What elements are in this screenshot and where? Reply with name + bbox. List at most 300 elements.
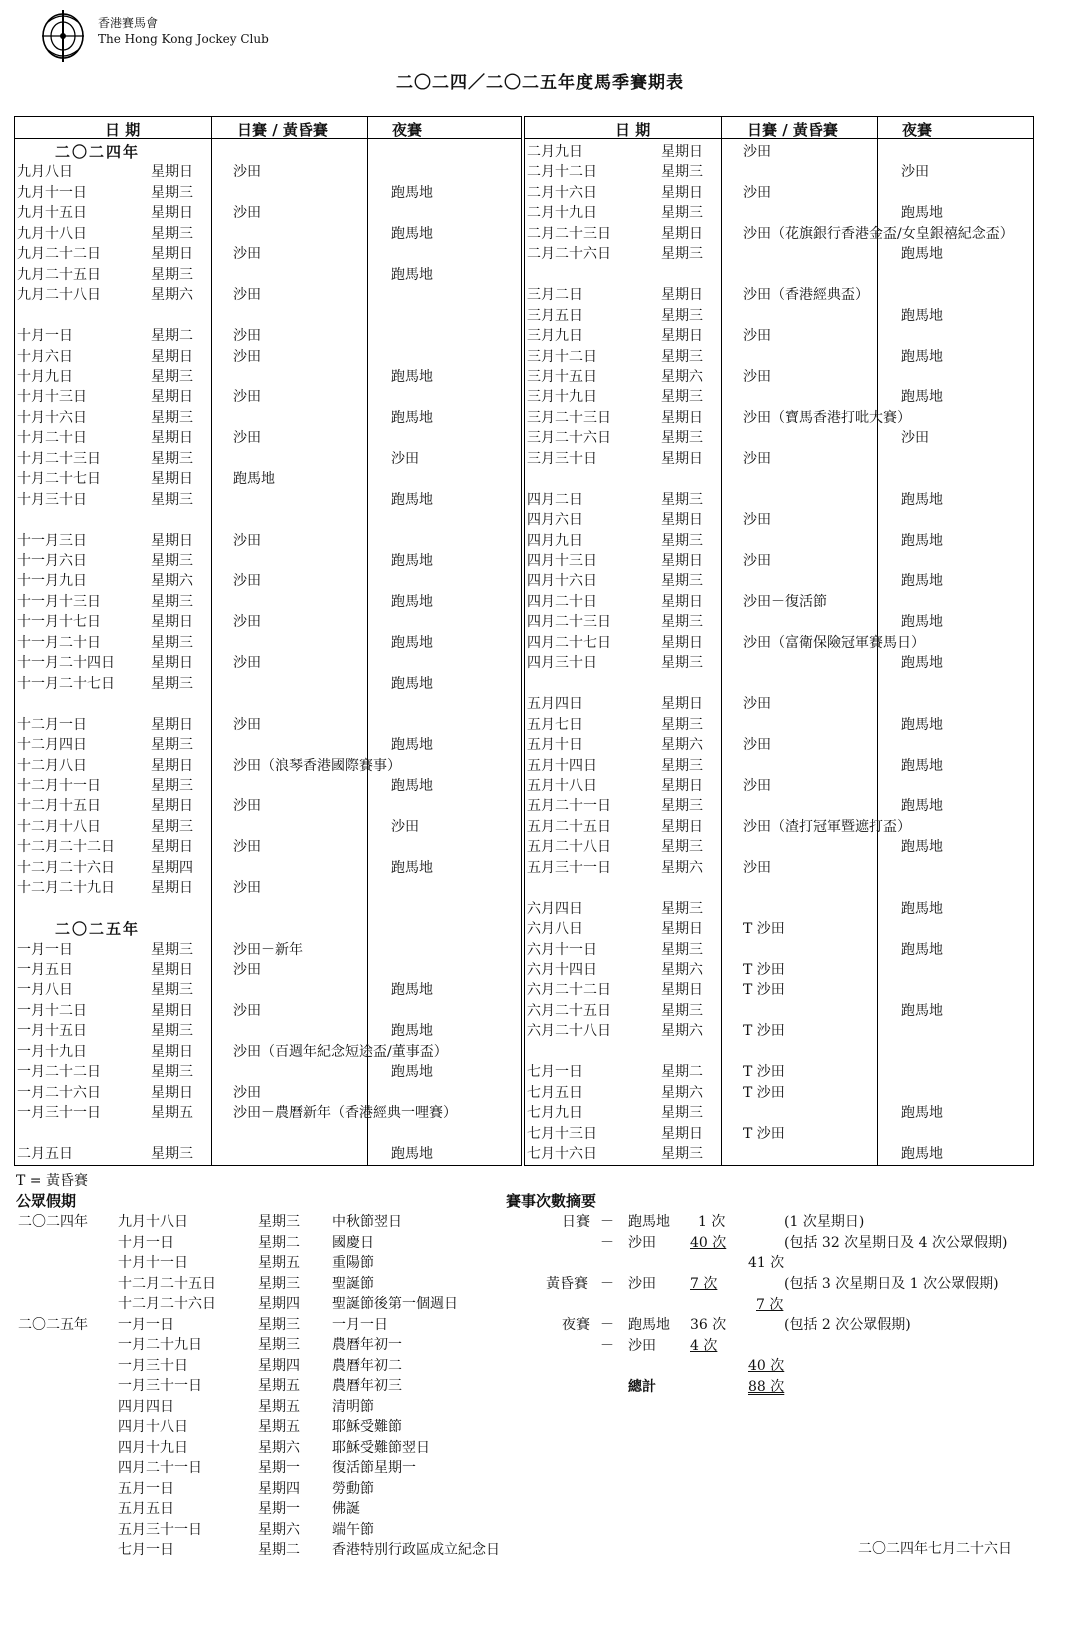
day-meeting: 沙田 — [233, 532, 261, 549]
weekday: 星期二 — [151, 328, 193, 345]
race-date: 一月二十二日 — [17, 1064, 101, 1081]
weekday: 星期日 — [661, 225, 703, 242]
schedule-row — [15, 180, 521, 201]
race-date: 五月二十八日 — [527, 839, 611, 856]
weekday: 星期日 — [151, 1084, 193, 1101]
race-date: 十二月八日 — [17, 757, 87, 774]
schedule-row — [525, 303, 1033, 324]
night-meeting: 跑馬地 — [901, 900, 943, 917]
night-meeting: 跑馬地 — [391, 982, 433, 999]
weekday: 星期三 — [151, 266, 193, 283]
summary-title: 賽事次數摘要 — [506, 1192, 597, 1210]
weekday: 星期三 — [151, 553, 193, 569]
night-meeting: 跑馬地 — [901, 655, 943, 672]
holiday-row — [0, 1293, 520, 1314]
summary-day-hv-note: (1 次星期日) — [784, 1214, 865, 1230]
weekday: 星期三 — [661, 716, 703, 733]
holiday-name: 清明節 — [332, 1398, 374, 1415]
weekday: 星期三 — [151, 777, 193, 794]
night-meeting: 跑馬地 — [901, 798, 943, 815]
summary-day-total: 41 次 — [748, 1255, 785, 1271]
race-date: 四月六日 — [527, 512, 583, 529]
night-meeting: 跑馬地 — [901, 348, 943, 365]
race-date: 一月三十一日 — [17, 1105, 101, 1122]
holiday-name: 端午節 — [332, 1521, 374, 1538]
weekday: 星期三 — [151, 634, 193, 651]
schedule-row — [15, 159, 521, 180]
holiday-date: 十月十一日 — [118, 1255, 188, 1271]
weekday: 星期日 — [151, 532, 193, 549]
schedule-row — [15, 262, 521, 283]
schedule-row — [525, 425, 1033, 446]
holiday-date: 四月十九日 — [118, 1439, 188, 1456]
weekday: 星期日 — [661, 593, 703, 610]
weekday: 星期六 — [661, 859, 703, 876]
race-date: 六月八日 — [527, 921, 583, 938]
summary-day-st-count: 40 次 — [690, 1235, 727, 1251]
day-meeting: 沙田 — [233, 389, 261, 406]
weekday: 星期三 — [661, 348, 703, 365]
day-meeting: T 沙田 — [743, 1023, 785, 1040]
weekday: 星期日 — [661, 450, 703, 467]
race-date: 七月五日 — [527, 1084, 583, 1101]
weekday: 星期三 — [151, 675, 193, 692]
race-date: 十一月二十四日 — [17, 655, 115, 672]
day-meeting: T 沙田 — [743, 1064, 785, 1081]
race-date: 二月二十三日 — [527, 225, 611, 242]
day-meeting: 沙田－新年 — [233, 941, 303, 958]
schedule-row — [525, 180, 1033, 201]
holiday-date: 十二月二十五日 — [118, 1275, 216, 1292]
weekday: 星期三 — [661, 389, 703, 406]
night-meeting: 沙田 — [901, 164, 929, 181]
schedule-row — [15, 977, 521, 998]
schedule-row — [525, 753, 1033, 774]
schedule-row — [15, 834, 521, 855]
race-date: 十月六日 — [17, 348, 73, 365]
summary-night-hv: 跑馬地 — [628, 1317, 670, 1333]
holiday-date: 一月三十一日 — [118, 1378, 202, 1394]
weekday: 星期日 — [151, 471, 193, 488]
summary-night-hv-count: 36 次 — [690, 1317, 727, 1333]
summary-night-label: 夜賽 — [562, 1317, 590, 1333]
schedule-row — [525, 732, 1033, 753]
weekday: 星期三 — [151, 450, 193, 467]
day-meeting: 沙田 — [233, 287, 261, 304]
day-meeting: 沙田 — [233, 573, 261, 590]
night-meeting: 跑馬地 — [901, 1146, 943, 1163]
schedule-row — [15, 446, 521, 467]
race-date: 二月二十六日 — [527, 246, 611, 263]
weekday: 星期日 — [151, 757, 193, 774]
schedule-row — [15, 364, 521, 385]
schedule-row — [525, 139, 1033, 160]
org-name-zh: 香港賽馬會 — [98, 16, 159, 30]
schedule-row — [525, 323, 1033, 344]
weekday: 星期日 — [661, 777, 703, 794]
schedule-row — [15, 487, 521, 508]
race-date: 十月十三日 — [17, 389, 87, 406]
summary-day-st-note: (包括 32 次星期日及 4 次公眾假期) — [784, 1235, 1008, 1251]
race-date: 十一月二十七日 — [17, 675, 115, 692]
day-meeting: 沙田 — [233, 1002, 261, 1019]
race-date: 十月三十日 — [17, 491, 87, 508]
weekday: 星期六 — [661, 737, 703, 754]
holiday-name: 復活節星期一 — [332, 1460, 416, 1476]
weekday: 星期三 — [661, 900, 703, 917]
holiday-weekday: 星期六 — [258, 1521, 300, 1538]
schedule-row — [525, 589, 1033, 610]
year-heading: 二〇二四年 — [55, 143, 141, 161]
race-date: 六月二十八日 — [527, 1023, 611, 1040]
race-date: 一月八日 — [17, 982, 73, 999]
schedule-row — [15, 568, 521, 589]
weekday: 星期三 — [151, 1064, 193, 1081]
day-meeting: 沙田 — [233, 880, 261, 897]
weekday: 星期六 — [151, 287, 193, 304]
holiday-weekday: 星期三 — [258, 1275, 300, 1292]
summary-grand-label: 總計 — [628, 1379, 656, 1395]
night-meeting: 跑馬地 — [391, 593, 433, 610]
night-meeting: 跑馬地 — [901, 573, 943, 590]
holiday-year: 二〇二五年 — [18, 1316, 88, 1333]
race-date: 三月二日 — [527, 287, 583, 304]
holiday-name: 農曆年初三 — [332, 1378, 402, 1394]
schedule-row — [525, 159, 1033, 180]
weekday: 星期日 — [151, 164, 193, 181]
race-date: 十一月二十日 — [17, 634, 101, 651]
night-meeting: 沙田 — [391, 818, 419, 835]
day-meeting: 沙田 — [743, 512, 771, 529]
race-date: 九月二十二日 — [17, 246, 101, 263]
schedule-row — [525, 548, 1033, 569]
day-meeting: 沙田－復活節 — [743, 593, 827, 610]
schedule-row — [525, 568, 1033, 589]
race-date: 十月二十七日 — [17, 471, 101, 488]
schedule-row — [15, 957, 521, 978]
day-meeting: T 沙田 — [743, 1125, 785, 1142]
race-date: 四月二十日 — [527, 593, 597, 610]
schedule-row — [15, 753, 521, 774]
weekday: 星期三 — [151, 1023, 193, 1040]
schedule-row — [15, 548, 521, 569]
holiday-row — [0, 1334, 520, 1355]
schedule-row — [525, 405, 1033, 426]
night-meeting: 跑馬地 — [901, 614, 943, 631]
weekday: 星期三 — [661, 941, 703, 958]
weekday: 星期日 — [661, 696, 703, 713]
holiday-row — [0, 1437, 520, 1458]
day-meeting: 沙田 — [233, 839, 261, 856]
race-date: 五月二十一日 — [527, 798, 611, 815]
weekday: 星期三 — [661, 655, 703, 672]
weekday: 星期日 — [151, 839, 193, 856]
night-meeting: 跑馬地 — [901, 941, 943, 958]
weekday: 星期日 — [151, 430, 193, 447]
weekday: 星期日 — [151, 1002, 193, 1019]
weekday: 星期三 — [151, 593, 193, 610]
footer-date: 二〇二四年七月二十六日 — [858, 1541, 1012, 1557]
night-meeting: 跑馬地 — [391, 777, 433, 794]
night-meeting: 跑馬地 — [391, 225, 433, 242]
schedule-row — [525, 221, 1033, 242]
holiday-weekday: 星期五 — [258, 1378, 300, 1394]
schedule-row — [15, 384, 521, 405]
schedule-row — [525, 998, 1033, 1019]
holiday-date: 四月十八日 — [118, 1419, 188, 1435]
holiday-date: 五月五日 — [118, 1501, 174, 1517]
holiday-row — [0, 1355, 520, 1376]
weekday: 星期日 — [661, 818, 703, 835]
summary-dash: － — [600, 1276, 614, 1292]
race-date: 十二月二十六日 — [17, 859, 115, 876]
schedule-row — [15, 998, 521, 1019]
schedule-row — [15, 630, 521, 651]
race-date: 十一月十三日 — [17, 593, 101, 610]
holiday-name: 勞動節 — [332, 1480, 374, 1497]
night-meeting: 跑馬地 — [901, 491, 943, 508]
race-date: 一月十二日 — [17, 1002, 87, 1019]
schedule-row — [15, 221, 521, 242]
weekday: 星期六 — [661, 368, 703, 385]
weekday: 星期日 — [661, 512, 703, 529]
weekday: 星期五 — [151, 1105, 193, 1122]
schedule-row — [525, 793, 1033, 814]
holiday-date: 五月一日 — [118, 1480, 174, 1497]
holidays-title: 公眾假期 — [16, 1192, 77, 1210]
night-meeting: 跑馬地 — [901, 389, 943, 406]
day-meeting: 沙田 — [233, 716, 261, 733]
weekday: 星期日 — [151, 614, 193, 631]
holiday-weekday: 星期六 — [258, 1439, 300, 1456]
summary-night-note: (包括 2 次公眾假期) — [784, 1317, 911, 1333]
race-date: 十二月四日 — [17, 737, 87, 754]
weekday: 星期日 — [151, 716, 193, 733]
race-date: 五月十八日 — [527, 777, 597, 794]
weekday: 星期三 — [151, 737, 193, 754]
holiday-name: 國慶日 — [332, 1234, 374, 1251]
schedule-row — [15, 937, 521, 958]
day-meeting: 沙田 — [743, 777, 771, 794]
holiday-name: 聖誕節後第一個週日 — [332, 1296, 458, 1312]
weekday: 星期三 — [151, 409, 193, 426]
race-date: 十月二十三日 — [17, 450, 101, 467]
race-date: 三月五日 — [527, 307, 583, 324]
weekday: 星期日 — [661, 184, 703, 201]
night-meeting: 跑馬地 — [391, 675, 433, 692]
day-meeting: 沙田（百週年紀念短途盃/董事盃） — [233, 1043, 448, 1060]
holiday-weekday: 星期三 — [258, 1337, 300, 1353]
race-date: 二月十六日 — [527, 184, 597, 201]
day-meeting: T 沙田 — [743, 1084, 785, 1101]
holiday-weekday: 星期二 — [258, 1234, 300, 1251]
day-meeting: 沙田 — [743, 696, 771, 713]
race-date: 五月十四日 — [527, 757, 597, 774]
night-meeting: 跑馬地 — [391, 634, 433, 651]
day-meeting: 沙田 — [233, 246, 261, 263]
weekday: 星期日 — [151, 205, 193, 222]
day-meeting: T 沙田 — [743, 962, 785, 978]
race-date: 一月二十六日 — [17, 1084, 101, 1101]
day-meeting: 沙田 — [233, 348, 261, 365]
night-meeting: 跑馬地 — [391, 409, 433, 426]
race-date: 十一月六日 — [17, 553, 87, 569]
schedule-row — [525, 1059, 1033, 1080]
summary-dash: － — [600, 1214, 614, 1230]
schedule-row — [15, 589, 521, 610]
holiday-date: 四月四日 — [118, 1398, 174, 1415]
schedule-row — [15, 793, 521, 814]
race-date: 五月三十一日 — [527, 859, 611, 876]
org-name-en: The Hong Kong Jockey Club — [98, 32, 269, 46]
race-date: 三月二十六日 — [527, 430, 611, 447]
weekday: 星期日 — [661, 287, 703, 304]
year-heading: 二〇二五年 — [55, 920, 141, 939]
night-meeting: 沙田 — [391, 450, 419, 467]
holiday-weekday: 星期一 — [258, 1460, 300, 1476]
schedule-row — [15, 732, 521, 753]
holiday-row — [0, 1252, 520, 1273]
race-date: 七月一日 — [527, 1064, 583, 1081]
day-meeting: 沙田 — [743, 859, 771, 876]
weekday: 星期三 — [661, 757, 703, 774]
weekday: 星期三 — [151, 818, 193, 835]
schedule-row — [525, 650, 1033, 671]
weekday: 星期日 — [661, 409, 703, 426]
race-date: 六月二十二日 — [527, 982, 611, 999]
holiday-weekday: 星期三 — [258, 1214, 300, 1230]
schedule-row — [15, 528, 521, 549]
weekday: 星期日 — [151, 655, 193, 672]
weekday: 星期三 — [151, 1146, 193, 1163]
weekday: 星期三 — [151, 982, 193, 999]
race-date: 三月九日 — [527, 328, 583, 345]
header-day: 日賽 / 黃昏賽 — [237, 121, 328, 139]
holiday-weekday: 星期五 — [258, 1255, 300, 1271]
holiday-date: 四月二十一日 — [118, 1460, 202, 1476]
holiday-weekday: 星期三 — [258, 1316, 300, 1333]
day-meeting: 沙田 — [233, 164, 261, 181]
schedule-table-left — [14, 116, 522, 1166]
summary-dash: － — [600, 1338, 614, 1354]
schedule-row — [525, 241, 1033, 262]
holiday-weekday: 星期四 — [258, 1296, 300, 1312]
race-date: 三月十五日 — [527, 368, 597, 385]
holiday-row — [0, 1498, 520, 1519]
schedule-row — [525, 712, 1033, 733]
night-meeting: 跑馬地 — [391, 1064, 433, 1081]
day-meeting: 沙田（花旗銀行香港金盃/女皇銀禧紀念盃） — [743, 225, 1014, 242]
day-meeting: 沙田（寶馬香港打吡大賽） — [743, 409, 911, 426]
holiday-row — [0, 1416, 520, 1437]
weekday: 星期三 — [661, 205, 703, 222]
race-date: 三月三十日 — [527, 450, 597, 467]
schedule-row — [15, 1141, 521, 1162]
night-meeting: 跑馬地 — [391, 553, 433, 569]
schedule-row — [525, 1100, 1033, 1121]
weekday: 星期三 — [661, 164, 703, 181]
race-date: 十二月二十二日 — [17, 839, 115, 856]
day-meeting: T 沙田 — [743, 982, 785, 999]
schedule-row — [525, 384, 1033, 405]
night-meeting: 跑馬地 — [391, 491, 433, 508]
race-date: 四月二十七日 — [527, 634, 611, 651]
race-date: 九月十八日 — [17, 225, 87, 242]
header-date: 日 期 — [615, 121, 651, 139]
weekday: 星期日 — [151, 1043, 193, 1060]
year-heading-row — [15, 916, 521, 937]
summary-day-hv: 跑馬地 — [628, 1214, 670, 1230]
schedule-row — [525, 364, 1033, 385]
schedule-row — [15, 405, 521, 426]
day-meeting: 沙田 — [743, 368, 771, 385]
holiday-date: 一月一日 — [118, 1316, 174, 1333]
schedule-row — [15, 1100, 521, 1121]
weekday: 星期日 — [661, 553, 703, 569]
holiday-name: 中秋節翌日 — [332, 1214, 402, 1230]
night-meeting: 跑馬地 — [901, 532, 943, 549]
schedule-row — [15, 466, 521, 487]
schedule-row — [525, 344, 1033, 365]
day-meeting: 沙田 — [743, 144, 771, 160]
schedule-row — [525, 957, 1033, 978]
race-date: 十一月十七日 — [17, 614, 101, 631]
race-date: 十月一日 — [17, 328, 73, 345]
race-date: 九月八日 — [17, 164, 73, 181]
race-date: 四月十六日 — [527, 573, 597, 590]
holiday-name: 聖誕節 — [332, 1275, 374, 1292]
weekday: 星期三 — [661, 246, 703, 263]
schedule-row — [525, 814, 1033, 835]
weekday: 星期三 — [661, 798, 703, 815]
race-date: 二月十二日 — [527, 164, 597, 181]
day-meeting: 沙田（浪琴香港國際賽事） — [233, 757, 401, 774]
weekday: 星期三 — [661, 430, 703, 447]
legend-twilight: T = 黃昏賽 — [16, 1173, 88, 1189]
weekday: 星期三 — [661, 1002, 703, 1019]
race-date: 一月五日 — [17, 962, 73, 978]
schedule-row — [525, 528, 1033, 549]
holiday-weekday: 星期二 — [258, 1542, 300, 1558]
day-meeting: 沙田 — [743, 737, 771, 754]
holiday-row — [0, 1539, 520, 1560]
race-date: 五月二十五日 — [527, 818, 611, 835]
schedule-row — [15, 323, 521, 344]
weekday: 星期三 — [151, 184, 193, 201]
holiday-year: 二〇二四年 — [18, 1214, 88, 1230]
holiday-name: 農曆年初二 — [332, 1357, 402, 1374]
weekday: 星期三 — [661, 839, 703, 856]
schedule-row — [15, 1018, 521, 1039]
race-date: 九月十五日 — [17, 205, 87, 222]
night-meeting: 跑馬地 — [901, 716, 943, 733]
schedule-row — [525, 609, 1033, 630]
holiday-row — [0, 1375, 520, 1396]
schedule-row — [15, 650, 521, 671]
holiday-row — [0, 1519, 520, 1540]
summary-twilight-note: (包括 3 次星期日及 1 次公眾假期) — [784, 1276, 999, 1292]
summary-twilight-total: 7 次 — [756, 1297, 784, 1313]
race-date: 四月二日 — [527, 491, 583, 508]
header-night: 夜賽 — [902, 121, 933, 139]
day-meeting: 沙田 — [233, 614, 261, 631]
schedule-row — [15, 773, 521, 794]
schedule-row — [525, 507, 1033, 528]
holiday-weekday: 星期一 — [258, 1501, 300, 1517]
schedule-row — [525, 446, 1033, 467]
holiday-name: 農曆年初一 — [332, 1337, 402, 1353]
weekday: 星期三 — [661, 1105, 703, 1122]
